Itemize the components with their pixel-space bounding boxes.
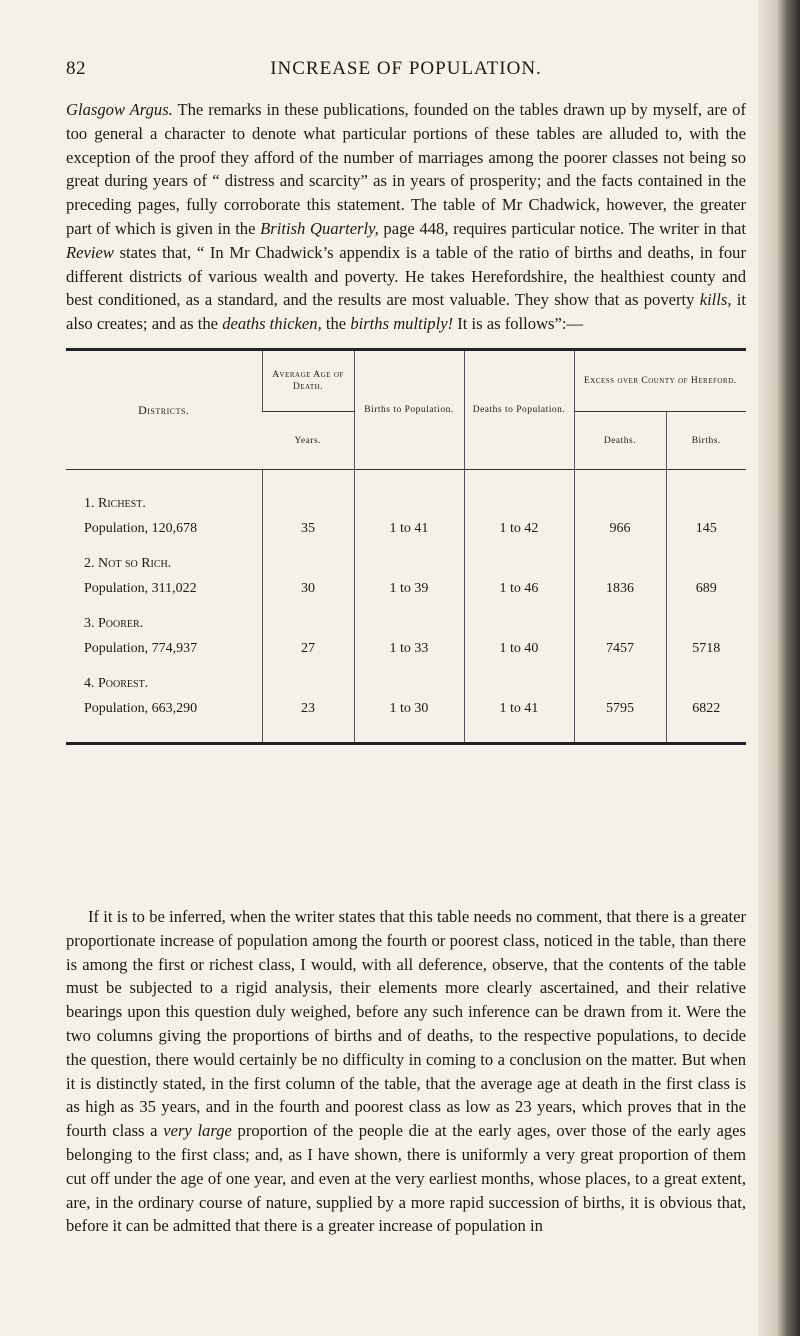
- table-row: [66, 546, 746, 572]
- excess-births-cell: 145: [666, 512, 746, 546]
- births-ratio-cell: 1 to 41: [354, 512, 464, 546]
- population-cell: Population, 663,290: [84, 701, 198, 716]
- class-label: 3. Poorer.: [84, 616, 144, 631]
- births-ratio-cell: 1 to 30: [354, 692, 464, 726]
- page-number: 82: [66, 58, 86, 79]
- page-header: [66, 58, 746, 88]
- text-span: page 448, requires particular notice. The writer in that: [378, 218, 746, 238]
- class-label: 2. Not so Rich.: [84, 556, 172, 571]
- running-title: INCREASE OF POPULATION.: [270, 58, 542, 79]
- text-span: The remarks in these publications, founded on the tables drawn up by myself, are of too general a character to denote what particular portions of these tables are alluded to, with the exception of the proof they afford of the number of marriages among the poorer classes not being so great during years of “ distress and scarcity” as in years of prosperity; and the facts contained in the preceding pages, fully corroborate this statement. The table of Mr Chadwick, however, the greater part of which is given in the: [66, 100, 746, 238]
- page-edge-shadow: [758, 0, 800, 1336]
- emphasis: deaths thicken,: [222, 314, 322, 334]
- districts-table: [66, 348, 746, 745]
- excess-deaths-cell: 1836: [574, 572, 666, 606]
- age-cell: 27: [262, 632, 354, 666]
- text-span: states that, “ In Mr Chadwick’s appendix is a table of the ratio of births and deaths, in four different districts of various wealth and poverty. He takes Herefordshire, the healthiest county and best conditioned, as a standard, and the results are most valuable. They show that as poverty: [66, 242, 746, 310]
- paragraph-2: [66, 905, 746, 1238]
- table-row: [66, 666, 746, 692]
- table-row: [66, 572, 746, 606]
- age-cell: 35: [262, 512, 354, 546]
- class-label: 1. Richest.: [84, 496, 146, 511]
- excess-deaths-cell: 7457: [574, 632, 666, 666]
- text-span: it also creates; and as the: [66, 290, 747, 334]
- emphasis: births multiply!: [350, 314, 454, 334]
- deaths-ratio-cell: 1 to 40: [464, 632, 574, 666]
- age-cell: 30: [262, 572, 354, 606]
- header-deaths-population: Deaths to Population.: [464, 350, 574, 470]
- header-years: Years.: [262, 412, 354, 470]
- excess-births-cell: 689: [666, 572, 746, 606]
- population-cell: Population, 774,937: [84, 641, 198, 656]
- births-ratio-cell: 1 to 33: [354, 632, 464, 666]
- deaths-ratio-cell: 1 to 41: [464, 692, 574, 726]
- header-excess-births: Births.: [666, 412, 746, 470]
- population-cell: Population, 311,022: [84, 581, 197, 596]
- deaths-ratio-cell: 1 to 42: [464, 512, 574, 546]
- emphasis: kills,: [699, 290, 732, 310]
- header-births-population: Births to Population.: [354, 350, 464, 470]
- source-title: Glasgow Argus.: [66, 100, 173, 119]
- header-districts: Districts.: [66, 350, 262, 470]
- source-title: British Quarterly,: [260, 218, 379, 238]
- age-cell: 23: [262, 692, 354, 726]
- excess-deaths-cell: 5795: [574, 692, 666, 726]
- excess-births-cell: 6822: [666, 692, 746, 726]
- population-cell: Population, 120,678: [84, 521, 198, 536]
- class-label: 4. Poorest.: [84, 676, 149, 691]
- births-ratio-cell: 1 to 39: [354, 572, 464, 606]
- header-average-age: Average Age of Death.: [262, 350, 354, 412]
- table-row: [66, 606, 746, 632]
- emphasis: very large: [163, 1121, 232, 1141]
- text-span: proportion of the people die at the early ages, over those of the early ages belonging to the first class; and, as I have shown, there is uniformly a very great proportion of them cut off under the age of one year, and even at the very earliest months, whose places, to a great extent, are, in the ordinary course of nature, supplied by a more rapid succession of births, it is obvious that, before it can be admitted that there is a greater increase of population in: [66, 1121, 746, 1236]
- table-row: [66, 486, 746, 512]
- deaths-ratio-cell: 1 to 46: [464, 572, 574, 606]
- excess-deaths-cell: 966: [574, 512, 666, 546]
- text-span: the: [321, 314, 351, 334]
- table-row: [66, 512, 746, 546]
- source-title: Review: [66, 242, 114, 262]
- header-excess-deaths: Deaths.: [574, 412, 666, 470]
- table-row: [66, 632, 746, 666]
- header-excess: Excess over County of Hereford.: [574, 350, 746, 412]
- table-row: [66, 692, 746, 726]
- paragraph-1: [66, 98, 746, 336]
- excess-births-cell: 5718: [666, 632, 746, 666]
- text-span: It is as follows”:—: [453, 314, 584, 334]
- text-span: If it is to be inferred, when the writer states that this table needs no comment, that there is a greater proportionate increase of population among the fourth or poorest class, noticed in the table, than there is among the first or richest class, I would, with all deference, observe, that the contents of the table must be subjected to a rigid analysis, their elements more clearly ascertained, and their relative bearings upon this question duly weighed, before any such inference can be drawn from it. Were the two columns giving the proportions of births and of deaths, to the respective populations, to decide the question, there would certainly be no difficulty in coming to a conclusion on the matter. But when it is distinctly stated, in the first column of the table, that the average age at death in the first class is as high as 35 years, and in the fourth and poorest class as low as 23 years, which proves that in the fourth class a: [66, 907, 746, 1141]
